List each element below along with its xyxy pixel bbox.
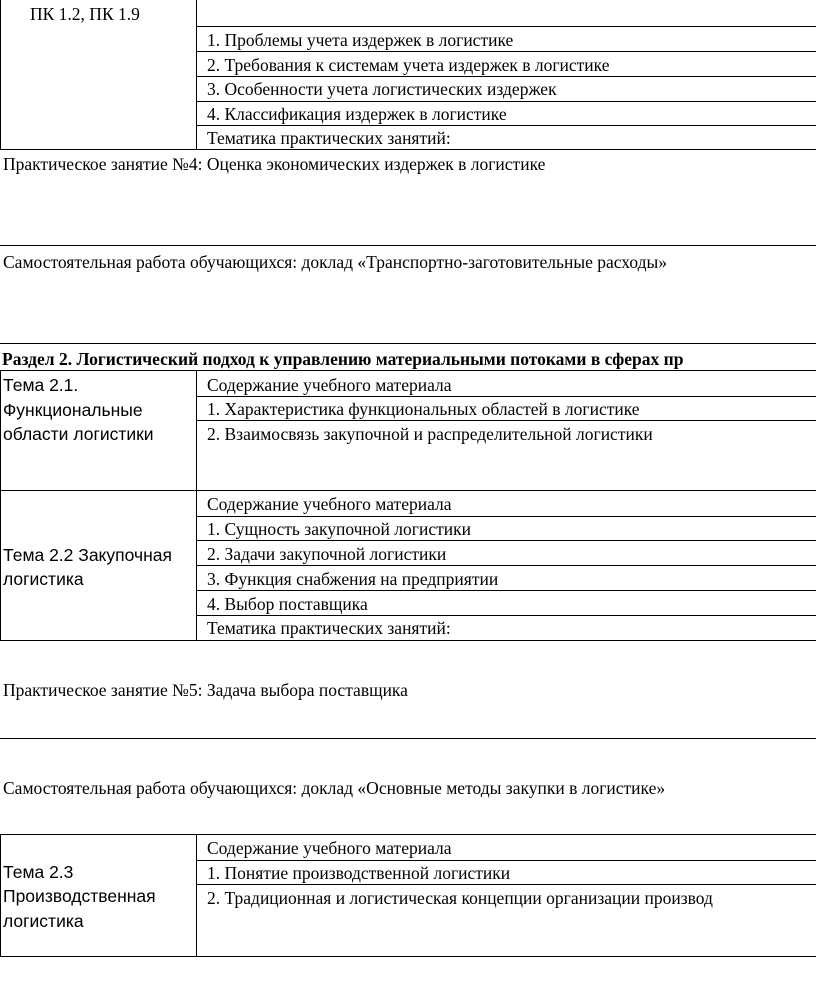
self-work-1: Самостоятельная работа обучающихся: доклад «Транспортно-заготовительные расходы»: [3, 252, 668, 272]
self-work-2: Самостоятельная работа обучающихся: доклад «Основные методы закупки в логистике»: [3, 778, 666, 798]
list-item: 3. Функция снабжения на предприятии: [207, 569, 499, 589]
table-divider: [196, 420, 816, 421]
list-item: 2. Требования к системам учета издержек в логистике: [207, 55, 610, 75]
table-divider: [196, 884, 816, 885]
table-border: [196, 370, 197, 490]
table-divider: [196, 565, 816, 566]
table-divider: [196, 51, 816, 52]
list-item: Тематика практических занятий:: [207, 618, 451, 638]
practical-lesson-5: Практическое занятие №5: Задача выбора поставщика: [3, 680, 408, 700]
list-item: 1. Характеристика функциональных областей в логистике: [207, 399, 640, 419]
table-divider: [0, 490, 816, 491]
table-divider: [196, 860, 816, 861]
topic-label-line: логистика: [3, 911, 84, 931]
practical-lesson-4: Практическое занятие №4: Оценка экономических издержек в логистике: [3, 154, 546, 174]
table-border: [0, 834, 1, 956]
topic-label-line: области логистики: [3, 424, 154, 444]
list-item: Тематика практических занятий:: [207, 128, 451, 148]
topic-label-line: Тема 2.3: [3, 862, 74, 882]
section-title: Раздел 2. Логистический подход к управлению материальными потоками в сферах пр: [2, 349, 684, 369]
list-item: Содержание учебного материала: [207, 494, 452, 514]
topic-label-line: логистика: [3, 569, 84, 589]
table-border: [196, 834, 197, 956]
table-border: [0, 0, 1, 149]
table-divider: [196, 590, 816, 591]
table-divider: [196, 76, 816, 77]
table-divider: [196, 101, 816, 102]
table-divider: [0, 149, 816, 150]
table-divider: [196, 125, 816, 126]
topic-label-line: Функциональные: [3, 400, 143, 420]
table-divider: [0, 640, 816, 641]
list-item: 4. Классификация издержек в логистике: [207, 104, 507, 124]
list-item: 4. Выбор поставщика: [207, 594, 368, 614]
table-divider: [196, 396, 816, 397]
table-divider: [0, 343, 816, 344]
list-item: 1. Понятие производственной логистики: [207, 863, 511, 883]
list-item: 1. Проблемы учета издержек в логистике: [207, 30, 514, 50]
table-divider: [0, 738, 816, 739]
table-divider: [0, 370, 816, 371]
table-divider: [196, 516, 816, 517]
table-divider: [196, 540, 816, 541]
table-border: [0, 370, 1, 490]
list-item: 2. Традиционная и логистическая концепции организации производ: [207, 888, 713, 908]
table-divider: [0, 834, 816, 835]
list-item: 1. Сущность закупочной логистики: [207, 519, 471, 539]
list-item: 2. Взаимосвязь закупочной и распределительной логистики: [207, 424, 653, 444]
table-divider: [0, 245, 816, 246]
topic-label-line: Тема 2.2 Закупочная: [3, 545, 172, 565]
list-item: Содержание учебного материала: [207, 838, 452, 858]
table-border: [196, 0, 197, 149]
topic-label-line: Тема 2.1.: [3, 375, 79, 395]
list-item: 2. Задачи закупочной логистики: [207, 544, 447, 564]
table-border: [0, 490, 1, 640]
list-item: 3. Особенности учета логистических издержек: [207, 79, 557, 99]
table-divider: [0, 956, 816, 957]
table-divider: [196, 26, 816, 27]
topic-label-line: Производственная: [3, 886, 156, 906]
competency-code: ПК 1.2, ПК 1.9: [30, 4, 140, 24]
list-item: Содержание учебного материала: [207, 375, 452, 395]
table-divider: [196, 615, 816, 616]
